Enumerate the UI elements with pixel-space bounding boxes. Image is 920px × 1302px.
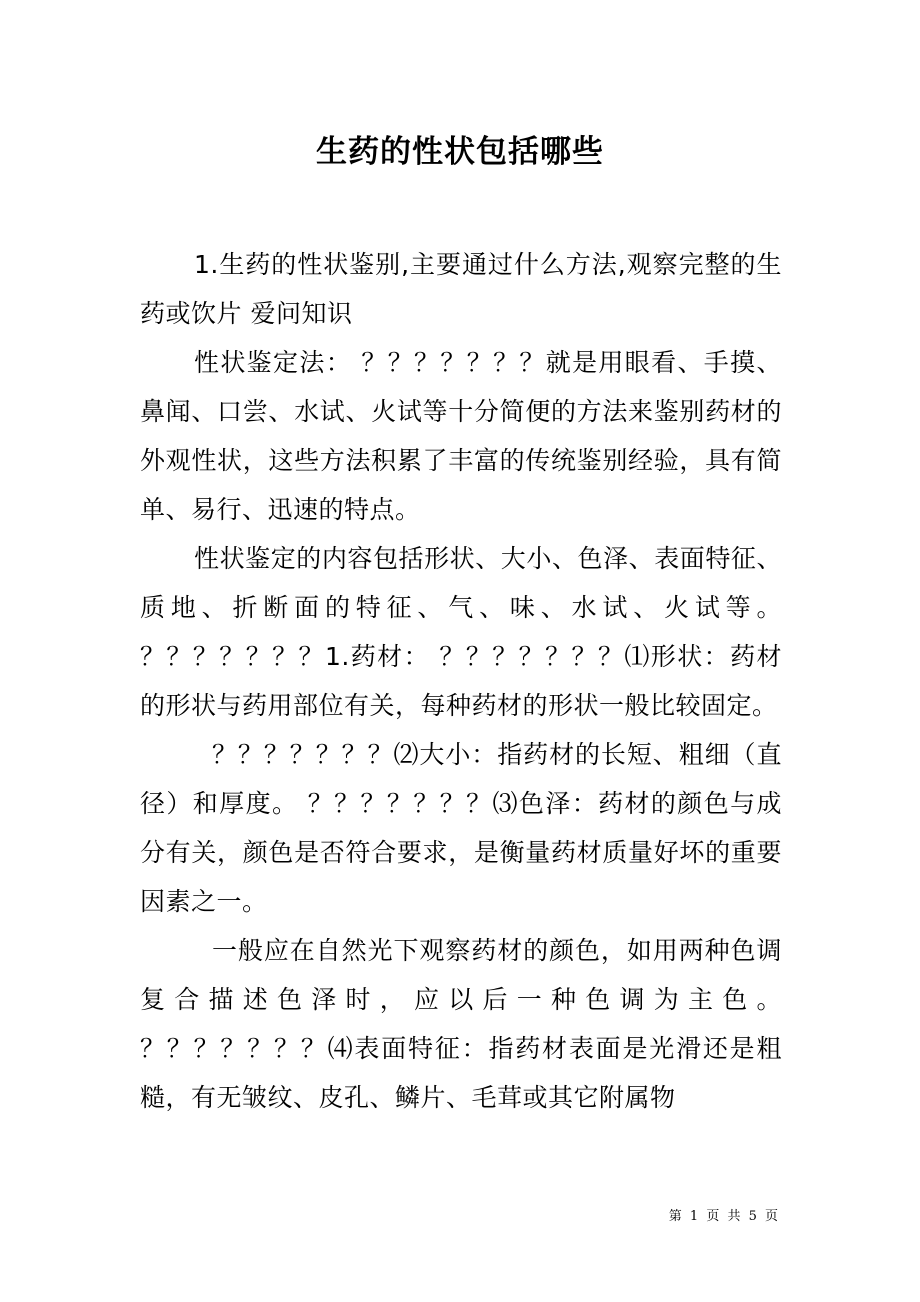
paragraph-surface: 一般应在自然光下观察药材的颜色，如用两种色调复合描述色泽时，应以后一种色调为主色。 ？？？？？？？⑷表面特征：指药材表面是光滑还是粗糙，有无皱纹、皮孔、鳞片、毛茸或其它附属物	[140, 936, 782, 1112]
page-number: 第 1 页 共 5 页	[668, 1209, 780, 1224]
paragraph-size-color: ？？？？？？？⑵大小：指药材的长短、粗细（直径）和厚度。 ？？？？？？？⑶色泽：药材的颜色与成分有关，颜色是否符合要求，是衡量药材质量好坏的重要因素之一。	[140, 740, 782, 916]
document-body	[140, 240, 782, 1122]
document-title: 生药的性状包括哪些	[316, 134, 604, 170]
paragraph-question: 1.生药的性状鉴别,主要通过什么方法,观察完整的生药或饮片 爱问知识	[140, 250, 782, 328]
paragraph-content: 性状鉴定的内容包括形状、大小、色泽、表面特征、质地、折断面的特征、气、味、水试、火试等。 ？？？？？？？1.药材： ？？？？？？？⑴形状：药材的形状与药用部位有关，每种药材的形状一般比较固定。	[140, 544, 782, 720]
paragraph-method: 性状鉴定法： ？？？？？？？就是用眼看、手摸、鼻闻、口尝、水试、火试等十分简便的方法来鉴别药材的外观性状，这些方法积累了丰富的传统鉴别经验，具有简单、易行、迅速的特点。	[140, 348, 782, 524]
